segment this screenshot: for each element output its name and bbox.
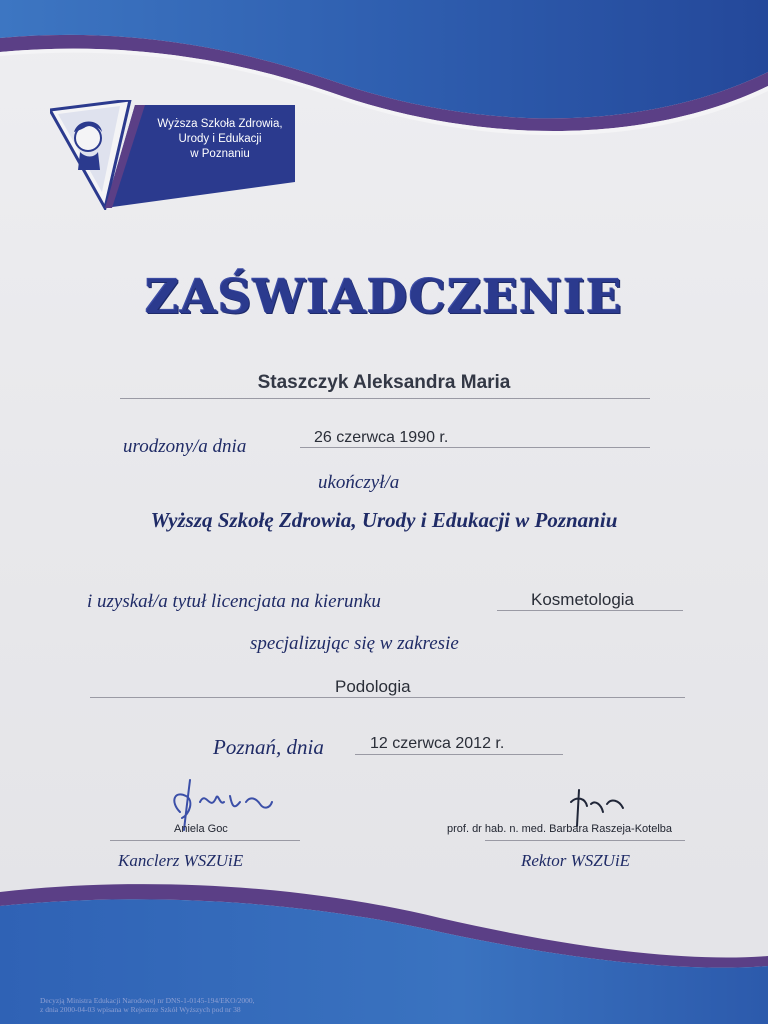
logo-wordmark (145, 117, 295, 162)
left-signer-role: Kanclerz WSZUiE (118, 851, 244, 870)
birth-date-underline (300, 447, 650, 448)
issue-date-underline (355, 754, 563, 755)
document-title: ZAŚWIADCZENIE (144, 270, 624, 325)
footer-line-1: Decyzją Ministra Edukacji Narodowej nr DNS-1-0145-194/EKO/2000, (40, 996, 255, 1005)
issue-date: 12 czerwca 2012 r. (370, 735, 505, 752)
right-signer-role: Rektor WSZUiE (521, 851, 631, 870)
degree-label: i uzyskał/a tytuł licencjata na kierunku (87, 591, 381, 612)
right-signature-underline (485, 840, 685, 841)
holder-name-underline (120, 398, 650, 399)
holder-name: Staszczyk Aleksandra Maria (257, 372, 511, 393)
right-signer-name: prof. dr hab. n. med. Barbara Raszeja-Kotelba (447, 823, 673, 835)
specialization-label: specjalizując się w zakresie (250, 633, 459, 654)
specialization-underline (90, 697, 685, 698)
school-name: Wyższą Szkołę Zdrowia, Urody i Edukacji w Poznaniu (150, 508, 618, 532)
field-of-study-underline (497, 610, 683, 611)
birth-label: urodzony/a dnia (123, 436, 247, 457)
logo-line-1: Wyższa Szkoła Zdrowia, (157, 118, 283, 130)
logo-line-2: Urody i Edukacji (178, 133, 262, 145)
completed-label: ukończył/a (318, 472, 400, 493)
field-of-study: Kosmetologia (531, 590, 635, 609)
logo-line-3: w Poznaniu (190, 148, 250, 160)
footer-registration-note (40, 996, 460, 1014)
footer-line-2: z dnia 2000-04-03 wpisana w Rejestrze Szkół Wyższych pod nr 38 (40, 1005, 241, 1014)
left-signer-name: Aniela Goc (174, 823, 228, 835)
place-date-label: Poznań, dnia (213, 735, 324, 759)
specialization-value: Podologia (335, 677, 411, 696)
left-signature-underline (110, 840, 300, 841)
birth-date: 26 czerwca 1990 r. (314, 429, 449, 446)
